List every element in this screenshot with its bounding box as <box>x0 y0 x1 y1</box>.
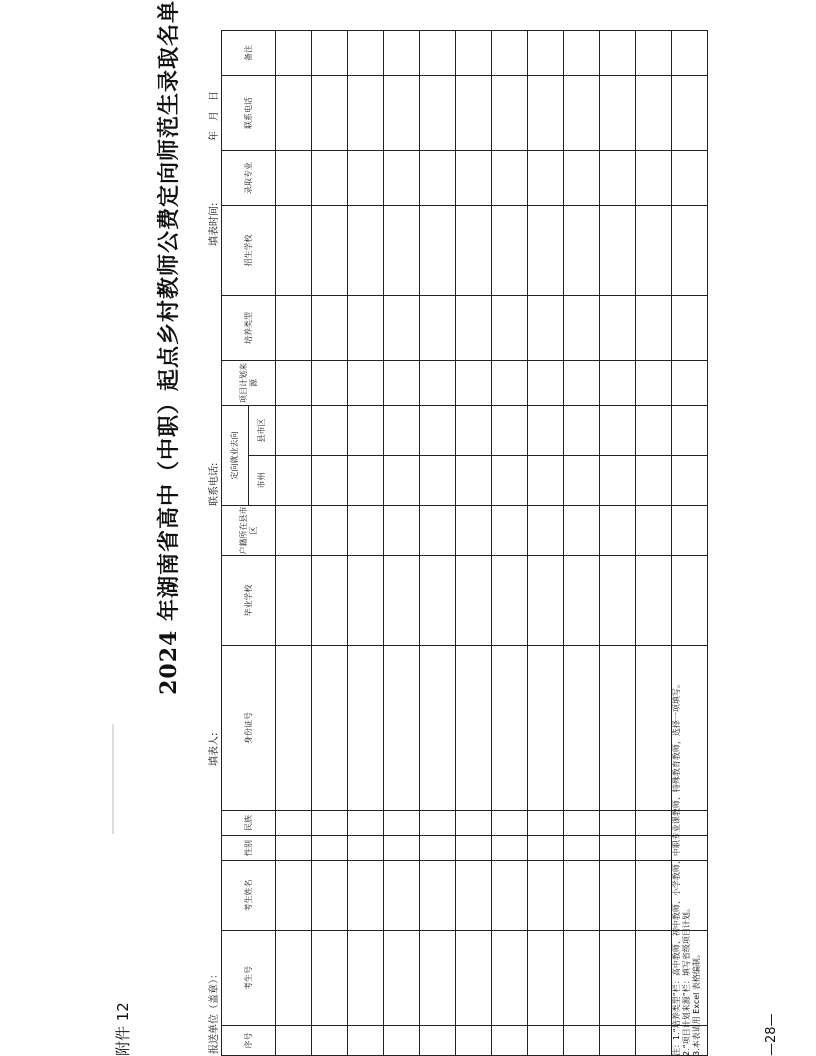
table-cell <box>348 361 384 406</box>
col-ethnicity: 民族 <box>222 811 276 836</box>
table-cell <box>276 836 312 861</box>
table-cell <box>600 506 636 556</box>
table-cell <box>528 931 564 1026</box>
table-cell <box>420 861 456 931</box>
table-cell <box>312 296 348 361</box>
table-cell <box>600 836 636 861</box>
table-cell <box>492 506 528 556</box>
table-cell <box>384 456 420 506</box>
table-cell <box>276 361 312 406</box>
table-cell <box>456 506 492 556</box>
table-cell <box>420 76 456 151</box>
table-cell <box>492 296 528 361</box>
table-cell <box>492 76 528 151</box>
table-cell <box>600 1026 636 1056</box>
table-cell <box>384 836 420 861</box>
table-cell <box>276 31 312 76</box>
table-row <box>348 31 384 1056</box>
table-cell <box>456 361 492 406</box>
table-cell <box>348 151 384 206</box>
table-row <box>564 31 600 1056</box>
col-train-type: 培养类型 <box>222 296 276 361</box>
table-cell <box>636 861 672 931</box>
table-cell <box>672 296 708 361</box>
table-cell <box>384 811 420 836</box>
table-cell <box>564 1026 600 1056</box>
table-cell <box>636 206 672 296</box>
table-cell <box>456 646 492 811</box>
table-row <box>312 31 348 1056</box>
table-cell <box>636 811 672 836</box>
table-cell <box>384 931 420 1026</box>
table-cell <box>492 31 528 76</box>
table-cell <box>348 456 384 506</box>
table-cell <box>600 556 636 646</box>
reporting-unit-label: 报送单位（盖章）： <box>209 969 220 1054</box>
table-cell <box>348 506 384 556</box>
table-cell <box>600 361 636 406</box>
table-cell <box>528 151 564 206</box>
table-cell <box>420 646 456 811</box>
table-cell <box>312 206 348 296</box>
table-cell <box>420 361 456 406</box>
table-cell <box>312 931 348 1026</box>
table-row <box>384 31 420 1056</box>
table-cell <box>348 406 384 456</box>
table-cell <box>312 456 348 506</box>
table-cell <box>564 151 600 206</box>
table-cell <box>312 506 348 556</box>
table-cell <box>276 646 312 811</box>
table-cell <box>600 406 636 456</box>
table-cell <box>528 836 564 861</box>
table-cell <box>636 151 672 206</box>
table-cell <box>636 646 672 811</box>
table-cell <box>600 931 636 1026</box>
table-cell <box>384 861 420 931</box>
filler-label: 填表人: <box>209 732 220 766</box>
table-cell <box>384 151 420 206</box>
table-cell <box>456 861 492 931</box>
table-cell <box>492 811 528 836</box>
table-cell <box>384 646 420 811</box>
table-cell <box>456 1026 492 1056</box>
table-cell <box>528 296 564 361</box>
admission-roster-table <box>221 30 708 1056</box>
table-cell <box>348 931 384 1026</box>
table-cell <box>564 206 600 296</box>
table-cell <box>492 361 528 406</box>
table-cell <box>600 811 636 836</box>
col-exam-no: 考生号 <box>222 931 276 1026</box>
table-cell <box>672 456 708 506</box>
table-row <box>492 31 528 1056</box>
table-cell <box>384 361 420 406</box>
table-cell <box>276 76 312 151</box>
table-cell <box>492 406 528 456</box>
table-cell <box>492 861 528 931</box>
table-cell <box>636 1026 672 1056</box>
table-cell <box>528 406 564 456</box>
table-cell <box>276 556 312 646</box>
table-cell <box>312 1026 348 1056</box>
table-cell <box>492 836 528 861</box>
table-row <box>276 31 312 1056</box>
table-cell <box>528 1026 564 1056</box>
table-cell <box>528 456 564 506</box>
col-seq: 序号 <box>222 1026 276 1056</box>
table-cell <box>672 361 708 406</box>
table-cell <box>672 206 708 296</box>
table-cell <box>492 646 528 811</box>
table-cell <box>348 811 384 836</box>
table-cell <box>564 506 600 556</box>
date-placeholder: 年 月 日 <box>209 91 220 141</box>
note-line: 2.“项目计划来源”栏：填写省级项目计划。 <box>682 904 691 1056</box>
table-cell <box>672 556 708 646</box>
table-cell <box>564 296 600 361</box>
col-directed-employment: 定向就业去向 <box>222 406 249 506</box>
table-cell <box>600 861 636 931</box>
table-cell <box>564 836 600 861</box>
attachment-label: 附件 12 <box>114 1002 132 1056</box>
table-cell <box>312 861 348 931</box>
table-cell <box>564 811 600 836</box>
table-cell <box>312 31 348 76</box>
table-cell <box>492 206 528 296</box>
table-cell <box>276 296 312 361</box>
col-city: 市州 <box>249 456 276 506</box>
table-cell <box>636 76 672 151</box>
table-cell <box>456 151 492 206</box>
table-cell <box>636 296 672 361</box>
table-cell <box>420 31 456 76</box>
table-cell <box>312 406 348 456</box>
table-cell <box>420 1026 456 1056</box>
note-line: 注：1.“培养类型”栏：高中教师、初中教师、小学教师、中职专业课教师、特殊教育教师，选择一项填写。 <box>672 680 681 1056</box>
table-cell <box>564 456 600 506</box>
table-cell <box>456 31 492 76</box>
table-cell <box>492 931 528 1026</box>
table-cell <box>636 931 672 1026</box>
table-cell <box>384 76 420 151</box>
table-cell <box>456 931 492 1026</box>
table-cell <box>564 861 600 931</box>
table-cell <box>312 556 348 646</box>
table-cell <box>564 931 600 1026</box>
table-cell <box>564 361 600 406</box>
col-id-no: 身份证号 <box>222 646 276 811</box>
table-cell <box>384 296 420 361</box>
table-cell <box>672 506 708 556</box>
table-cell <box>636 406 672 456</box>
table-cell <box>384 206 420 296</box>
table-cell <box>492 151 528 206</box>
table-cell <box>276 811 312 836</box>
page-number: —28— <box>764 1013 779 1056</box>
table-cell <box>276 931 312 1026</box>
table-cell <box>456 836 492 861</box>
table-cell <box>312 361 348 406</box>
table-cell <box>528 31 564 76</box>
table-cell <box>420 556 456 646</box>
col-enroll-school: 招生学校 <box>222 206 276 296</box>
table-cell <box>456 76 492 151</box>
table-cell <box>600 646 636 811</box>
table-cell <box>348 1026 384 1056</box>
col-grad-school: 毕业学校 <box>222 556 276 646</box>
table-cell <box>420 206 456 296</box>
col-plan-source: 项目计划来源 <box>222 361 276 406</box>
table-cell <box>420 296 456 361</box>
table-cell <box>600 456 636 506</box>
table-cell <box>348 836 384 861</box>
table-cell <box>636 456 672 506</box>
table-cell <box>384 31 420 76</box>
contact-phone-label: 联系电话: <box>209 462 220 506</box>
table-cell <box>312 151 348 206</box>
table-cell <box>348 646 384 811</box>
table-cell <box>492 456 528 506</box>
table-cell <box>600 296 636 361</box>
table-row <box>528 31 564 1056</box>
col-remark: 备注 <box>222 31 276 76</box>
table-cell <box>276 151 312 206</box>
table-cell <box>672 76 708 151</box>
col-hukou: 户籍所在县市区 <box>222 506 276 556</box>
table-cell <box>348 296 384 361</box>
table-cell <box>348 556 384 646</box>
table-cell <box>312 646 348 811</box>
table-cell <box>492 1026 528 1056</box>
table-cell <box>420 836 456 861</box>
table-cell <box>384 506 420 556</box>
table-cell <box>600 151 636 206</box>
table-cell <box>636 556 672 646</box>
table-cell <box>528 76 564 151</box>
table-cell <box>276 506 312 556</box>
document-title <box>152 0 183 1056</box>
table-cell <box>672 406 708 456</box>
table-cell <box>348 206 384 296</box>
table-cell <box>564 76 600 151</box>
table-cell <box>312 76 348 151</box>
table-cell <box>456 456 492 506</box>
table-cell <box>420 931 456 1026</box>
table-cell <box>276 206 312 296</box>
table-cell <box>348 861 384 931</box>
table-cell <box>528 811 564 836</box>
table-cell <box>636 836 672 861</box>
table-cell <box>528 206 564 296</box>
table-cell <box>420 406 456 456</box>
table-cell <box>528 646 564 811</box>
table-cell <box>420 151 456 206</box>
table-row <box>456 31 492 1056</box>
table-cell <box>420 506 456 556</box>
table-cell <box>600 76 636 151</box>
table-row <box>420 31 456 1056</box>
table-cell <box>276 1026 312 1056</box>
table-cell <box>384 406 420 456</box>
col-gender: 性别 <box>222 836 276 861</box>
table-cell <box>420 811 456 836</box>
table-cell <box>420 456 456 506</box>
table-cell <box>276 861 312 931</box>
col-major: 录取专业 <box>222 151 276 206</box>
col-name: 考生姓名 <box>222 861 276 931</box>
table-row <box>600 31 636 1056</box>
table-cell <box>564 31 600 76</box>
table-cell <box>636 31 672 76</box>
table-cell <box>672 31 708 76</box>
table-cell <box>456 206 492 296</box>
table-cell <box>636 361 672 406</box>
table-cell <box>528 861 564 931</box>
table-cell <box>312 836 348 861</box>
table-cell <box>564 556 600 646</box>
table-row <box>636 31 672 1056</box>
table-cell <box>456 406 492 456</box>
table-cell <box>456 811 492 836</box>
table-cell <box>528 556 564 646</box>
table-cell <box>348 31 384 76</box>
table-cell <box>528 361 564 406</box>
title-text: 2024 年湖南省高中（中职）起点乡村教师公费定向师范生录取名单 <box>156 0 182 695</box>
table-cell <box>276 406 312 456</box>
table-body <box>276 31 708 1056</box>
table-cell <box>348 76 384 151</box>
table-cell <box>600 31 636 76</box>
notes-block <box>672 680 702 1056</box>
table-cell <box>672 151 708 206</box>
note-line: 3.本表请用 Excel 表格编制。 <box>692 950 701 1056</box>
table-cell <box>276 456 312 506</box>
col-county: 县市区 <box>249 406 276 456</box>
scan-smudge <box>112 724 114 834</box>
table-header <box>222 31 276 1056</box>
table-cell <box>564 646 600 811</box>
table-cell <box>312 811 348 836</box>
table-cell <box>456 296 492 361</box>
table-cell <box>564 406 600 456</box>
table-cell <box>600 206 636 296</box>
table-cell <box>492 556 528 646</box>
table-cell <box>456 556 492 646</box>
fill-time-label: 填表时间: <box>209 202 220 246</box>
table-cell <box>384 1026 420 1056</box>
table-cell <box>384 556 420 646</box>
table-cell <box>636 506 672 556</box>
table-cell <box>528 506 564 556</box>
col-contact: 联系电话 <box>222 76 276 151</box>
